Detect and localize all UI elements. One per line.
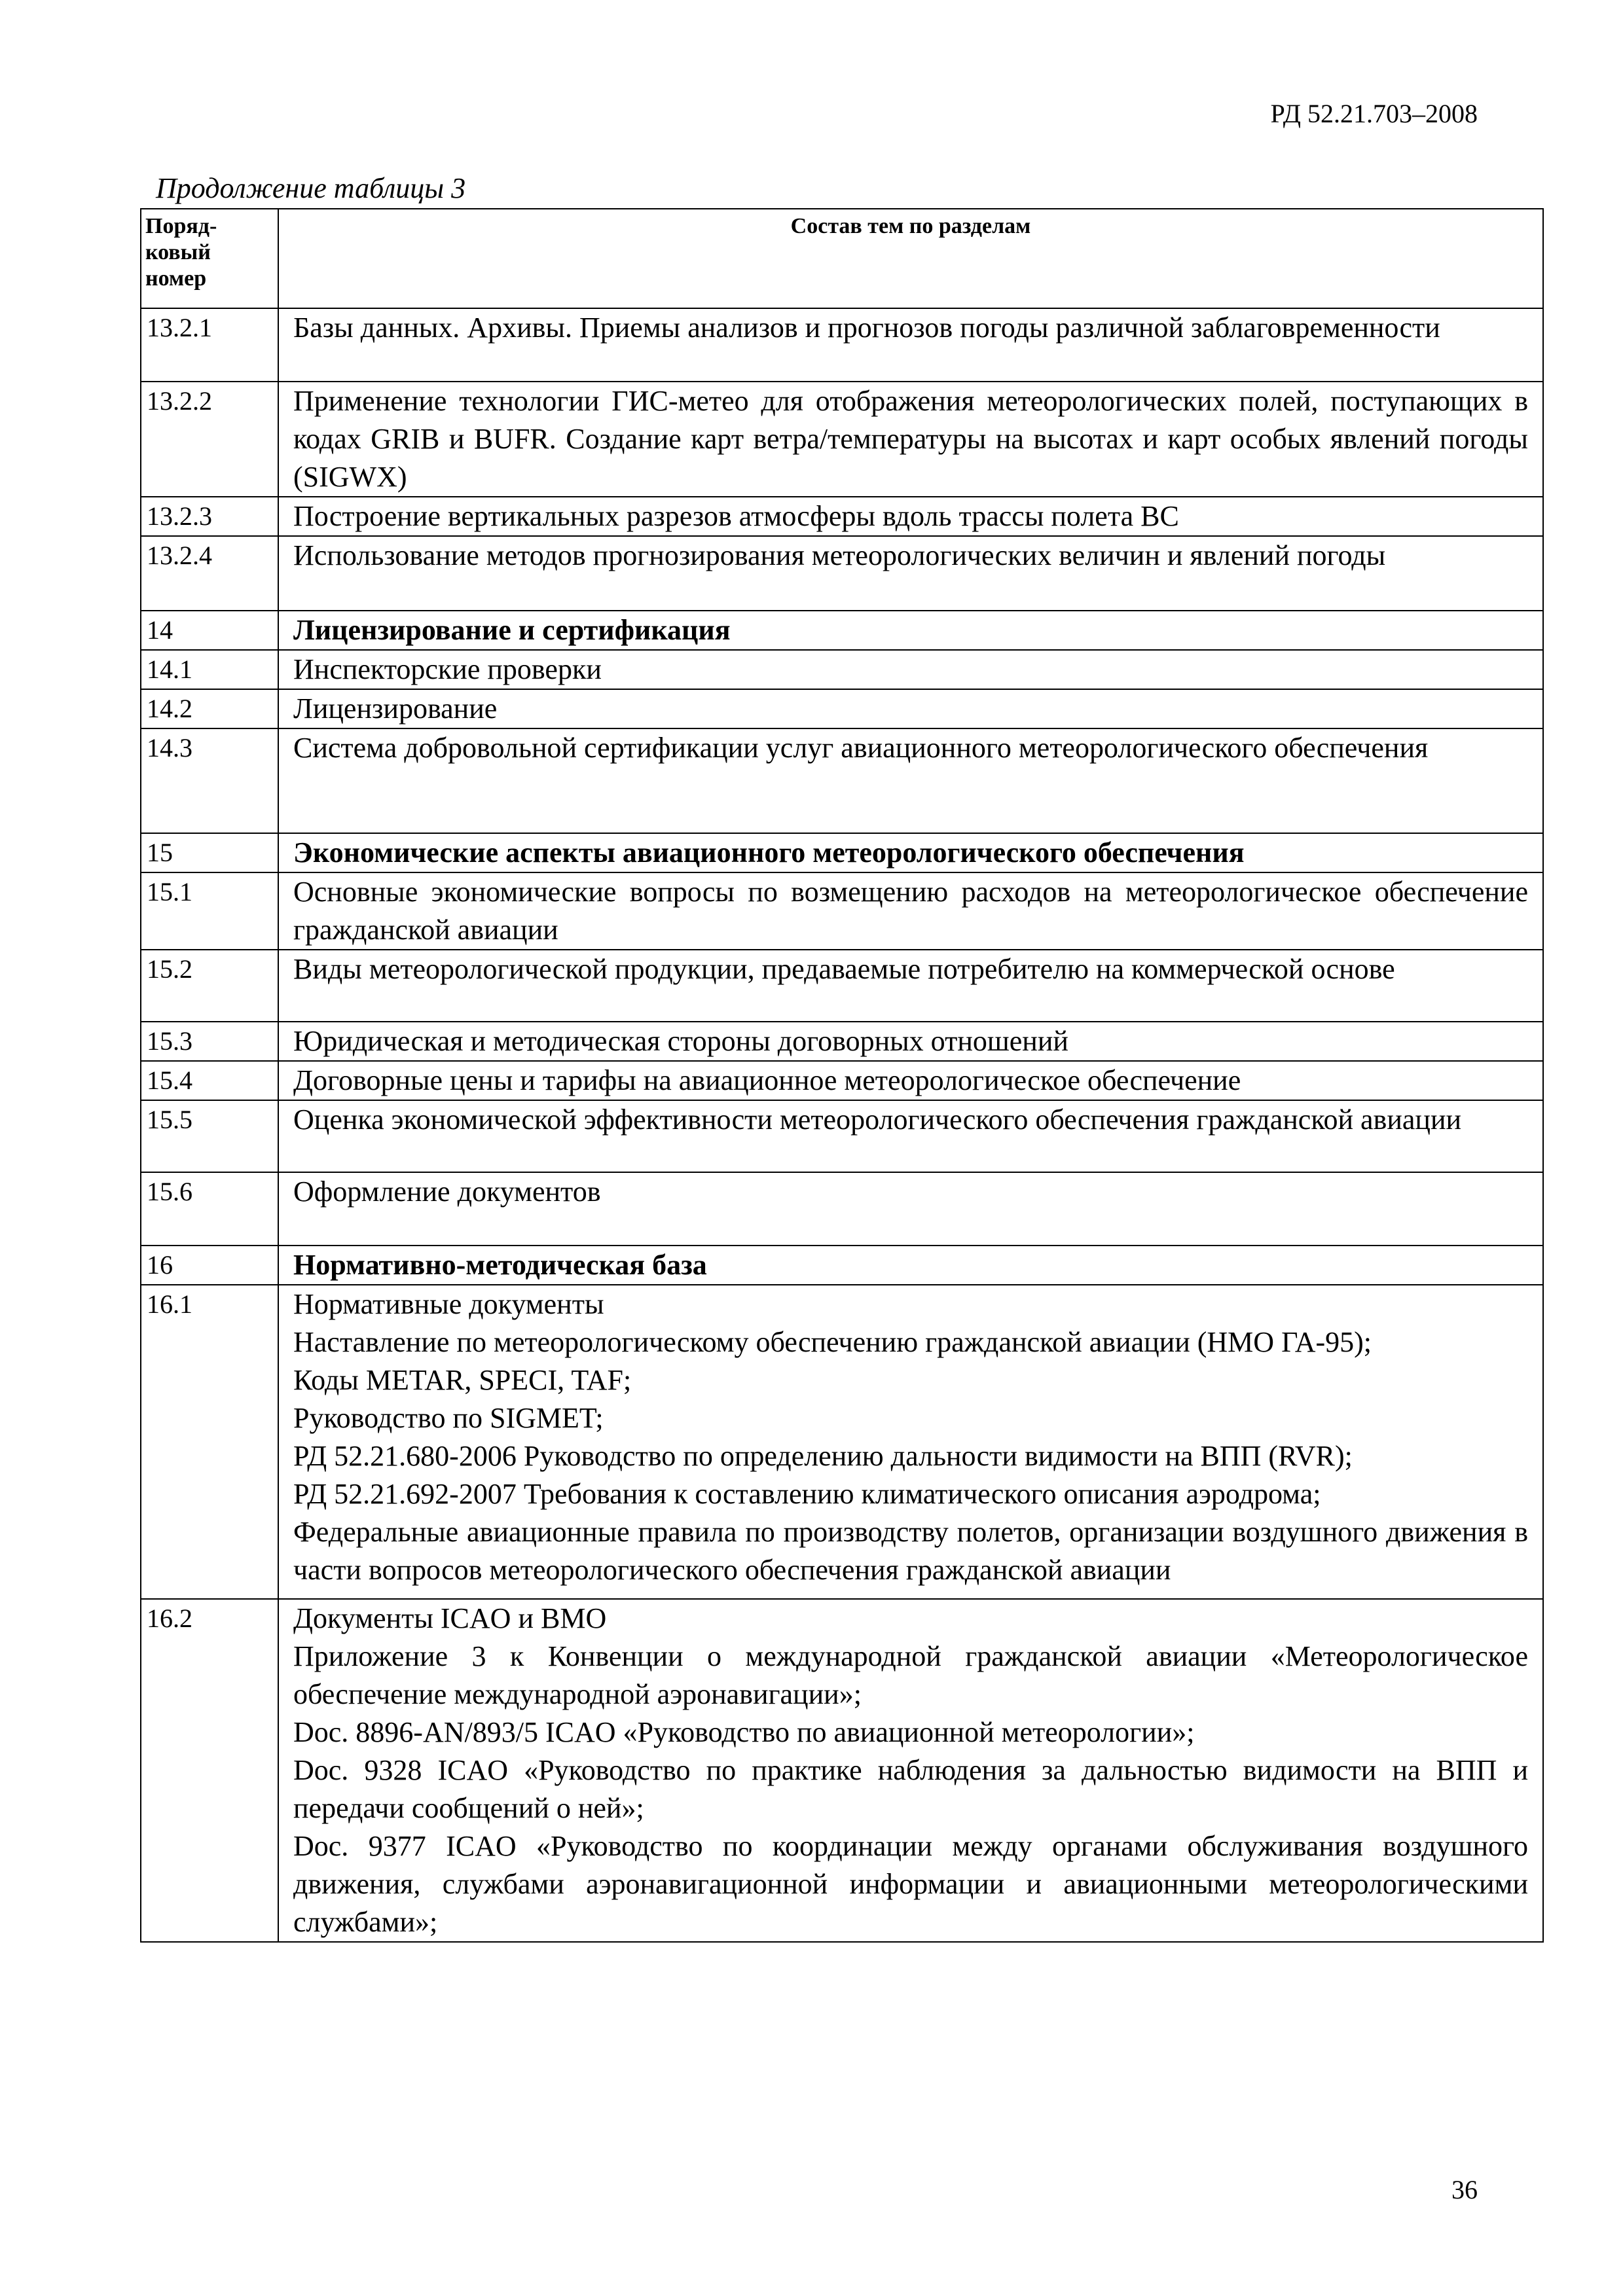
- topic-line: Нормативные документы: [293, 1288, 604, 1320]
- row-number: 14.2: [141, 689, 278, 728]
- header-number-line: ковый: [145, 240, 211, 264]
- table-row: [141, 1599, 1543, 1942]
- topic-line: Коды METAR, SPECI, TAF;: [293, 1364, 632, 1396]
- header-topics: Состав тем по разделам: [278, 209, 1543, 308]
- row-number: 13.2.2: [141, 382, 278, 497]
- topic-line: Doc. 9328 ICAO «Руководство по практике наблюдения за дальностью видимости на ВПП и передачи сообщений о ней»;: [293, 1754, 1528, 1824]
- table-row: [141, 1022, 1543, 1061]
- row-topic: Оценка экономической эффективности метеорологического обеспечения гражданской авиации: [278, 1100, 1543, 1172]
- row-topic: Основные экономические вопросы по возмещению расходов на метеорологическое обеспечение гражданской авиации: [278, 872, 1543, 950]
- document-code: РД 52.21.703–2008: [1270, 99, 1478, 128]
- page-number: 36: [1451, 2175, 1478, 2204]
- topic-line: Наставление по метеорологическому обеспечению гражданской авиации (НМО ГА-95);: [293, 1326, 1372, 1358]
- row-number: 16: [141, 1246, 278, 1285]
- table-row: [141, 728, 1543, 833]
- header-number-line: номер: [145, 266, 207, 291]
- row-topic: Виды метеорологической продукции, предаваемые потребителю на коммерческой основе: [278, 950, 1543, 1022]
- table-row: [141, 382, 1543, 497]
- section-title: Лицензирование и сертификация: [278, 611, 1543, 650]
- section-row: [141, 833, 1543, 872]
- header-number-label: [145, 214, 217, 291]
- topic-line: Приложение 3 к Конвенции о международной гражданской авиации «Метеорологическое обеспечение международной аэронавигации»;: [293, 1640, 1528, 1710]
- row-number: 15: [141, 833, 278, 872]
- topic-line: Doc. 9377 ICAO «Руководство по координации между органами обслуживания воздушного движения, службами аэронавигационной информации и авиационными метеорологическими службами»;: [293, 1830, 1528, 1938]
- table-row: [141, 950, 1543, 1022]
- topics-table: [140, 208, 1544, 1943]
- table-body: [141, 308, 1543, 1942]
- topic-line: РД 52.21.692-2007 Требования к составлению климатического описания аэродрома;: [293, 1478, 1321, 1510]
- table-row: [141, 872, 1543, 950]
- row-number: 14.3: [141, 728, 278, 833]
- table-row: [141, 1285, 1543, 1599]
- row-number: 15.5: [141, 1100, 278, 1172]
- table-continuation-label: Продолжение таблицы 3: [156, 172, 466, 204]
- row-topic: Договорные цены и тарифы на авиационное метеорологическое обеспечение: [278, 1061, 1543, 1100]
- row-topic: [278, 1285, 1543, 1599]
- row-topic: Базы данных. Архивы. Приемы анализов и прогнозов погоды различной заблаговременности: [278, 308, 1543, 382]
- table-row: [141, 1100, 1543, 1172]
- row-topic: Применение технологии ГИС-метео для отображения метеорологических полей, поступающих в кодах GRIB и BUFR. Создание карт ветра/температуры на высотах и карт особых явлений погоды (SIGWX): [278, 382, 1543, 497]
- header-number: [141, 209, 278, 308]
- row-topic: Оформление документов: [278, 1172, 1543, 1246]
- section-title: Нормативно-методическая база: [278, 1246, 1543, 1285]
- row-topic: Использование методов прогнозирования метеорологических величин и явлений погоды: [278, 536, 1543, 611]
- row-number: 15.6: [141, 1172, 278, 1246]
- row-topic: Юридическая и методическая стороны договорных отношений: [278, 1022, 1543, 1061]
- table-header-row: [141, 209, 1543, 308]
- table-row: [141, 536, 1543, 611]
- section-row: [141, 611, 1543, 650]
- row-number: 13.2.4: [141, 536, 278, 611]
- row-topic: Система добровольной сертификации услуг авиационного метеорологического обеспечения: [278, 728, 1543, 833]
- row-number: 16.2: [141, 1599, 278, 1942]
- table-row: [141, 689, 1543, 728]
- header-number-line: Поряд-: [145, 214, 217, 238]
- row-number: 14.1: [141, 650, 278, 689]
- topic-line: Документы ICAO и ВМО: [293, 1602, 607, 1634]
- table-row: [141, 1172, 1543, 1246]
- topic-line: Федеральные авиационные правила по производству полетов, организации воздушного движения в части вопросов метеорологического обеспечения гражданской авиации: [293, 1516, 1528, 1586]
- row-topic: Лицензирование: [278, 689, 1543, 728]
- table-row: [141, 308, 1543, 382]
- table-row: [141, 497, 1543, 536]
- row-number: 15.1: [141, 872, 278, 950]
- row-number: 15.3: [141, 1022, 278, 1061]
- table-row: [141, 650, 1543, 689]
- table-row: [141, 1061, 1543, 1100]
- row-number: 13.2.3: [141, 497, 278, 536]
- row-topic: Построение вертикальных разрезов атмосферы вдоль трассы полета ВС: [278, 497, 1543, 536]
- row-number: 15.2: [141, 950, 278, 1022]
- row-topic: [278, 1599, 1543, 1942]
- row-number: 13.2.1: [141, 308, 278, 382]
- row-number: 15.4: [141, 1061, 278, 1100]
- topic-line: Руководство по SIGMET;: [293, 1402, 604, 1434]
- row-topic: Инспекторские проверки: [278, 650, 1543, 689]
- section-row: [141, 1246, 1543, 1285]
- topic-line: РД 52.21.680-2006 Руководство по определению дальности видимости на ВПП (RVR);: [293, 1440, 1353, 1472]
- section-title: Экономические аспекты авиационного метеорологического обеспечения: [278, 833, 1543, 872]
- row-number: 16.1: [141, 1285, 278, 1599]
- topic-line: Doc. 8896-AN/893/5 ICAO «Руководство по авиационной метеорологии»;: [293, 1716, 1195, 1748]
- row-number: 14: [141, 611, 278, 650]
